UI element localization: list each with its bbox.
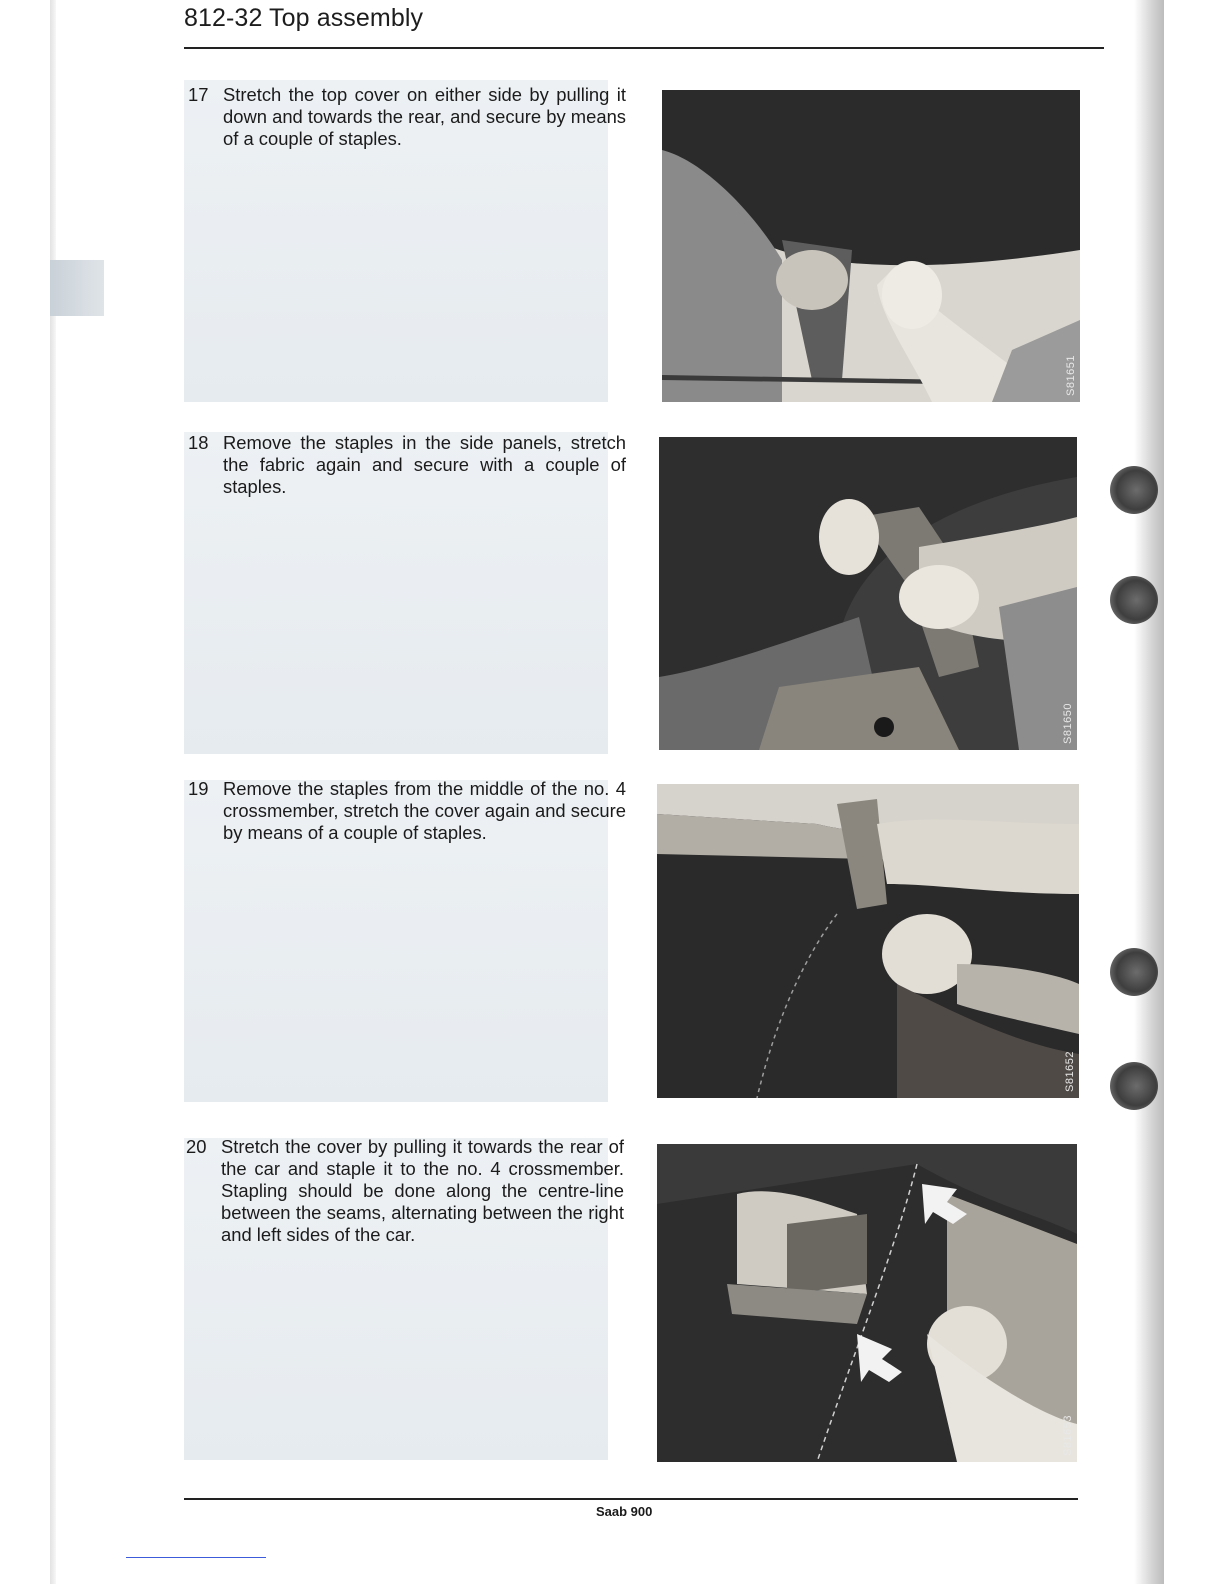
step-20 xyxy=(186,1136,624,1246)
page-left-edge xyxy=(50,0,56,1584)
binder-hole xyxy=(1110,948,1158,996)
footer-divider xyxy=(184,1498,1078,1500)
stapling-photo-illustration xyxy=(659,437,1077,750)
page-right-edge xyxy=(1134,0,1164,1584)
binder-hole xyxy=(1110,466,1158,514)
photo-reference-code: S81652 xyxy=(1064,1051,1076,1092)
step-18 xyxy=(188,432,626,498)
photo-reference-code: S81650 xyxy=(1062,703,1074,744)
step-19 xyxy=(188,778,626,844)
step-number: 18 xyxy=(188,432,209,453)
step-17-photo xyxy=(662,90,1080,402)
step-20-photo xyxy=(657,1144,1077,1462)
step-17 xyxy=(188,84,626,150)
photo-reference-code: S81651 xyxy=(1065,355,1077,396)
stapling-photo-illustration xyxy=(662,90,1080,402)
footer-underline-mark xyxy=(126,1557,266,1558)
step-18-photo xyxy=(659,437,1077,750)
step-instruction: Remove the staples in the side panels, stretch the fabric again and secure with a couple of staples. xyxy=(223,432,626,497)
step-instruction: Stretch the cover by pulling it towards the rear of the car and staple it to the no. 4 crossmember. Stapling should be done along the centre-line between the seams, alternating between the right and left sides of the car. xyxy=(221,1136,624,1245)
footer-label: Saab 900 xyxy=(596,1504,653,1519)
page-title: 812-32 Top assembly xyxy=(184,4,424,32)
step-instruction: Remove the staples from the middle of the no. 4 crossmember, stretch the cover again and secure by means of a couple of staples. xyxy=(223,778,626,843)
step-number: 17 xyxy=(188,84,209,105)
binder-hole xyxy=(1110,576,1158,624)
stapling-photo-illustration xyxy=(657,1144,1077,1462)
step-number: 19 xyxy=(188,778,209,799)
binder-hole xyxy=(1110,1062,1158,1110)
step-number: 20 xyxy=(186,1136,207,1157)
step-19-photo xyxy=(657,784,1079,1098)
step-instruction: Stretch the top cover on either side by pulling it down and towards the rear, and secure by means of a couple of staples. xyxy=(223,84,626,149)
index-tab xyxy=(50,260,104,316)
stapling-photo-illustration xyxy=(657,784,1079,1098)
photo-reference-code: S81653 xyxy=(1062,1415,1074,1456)
header-divider xyxy=(184,47,1104,49)
